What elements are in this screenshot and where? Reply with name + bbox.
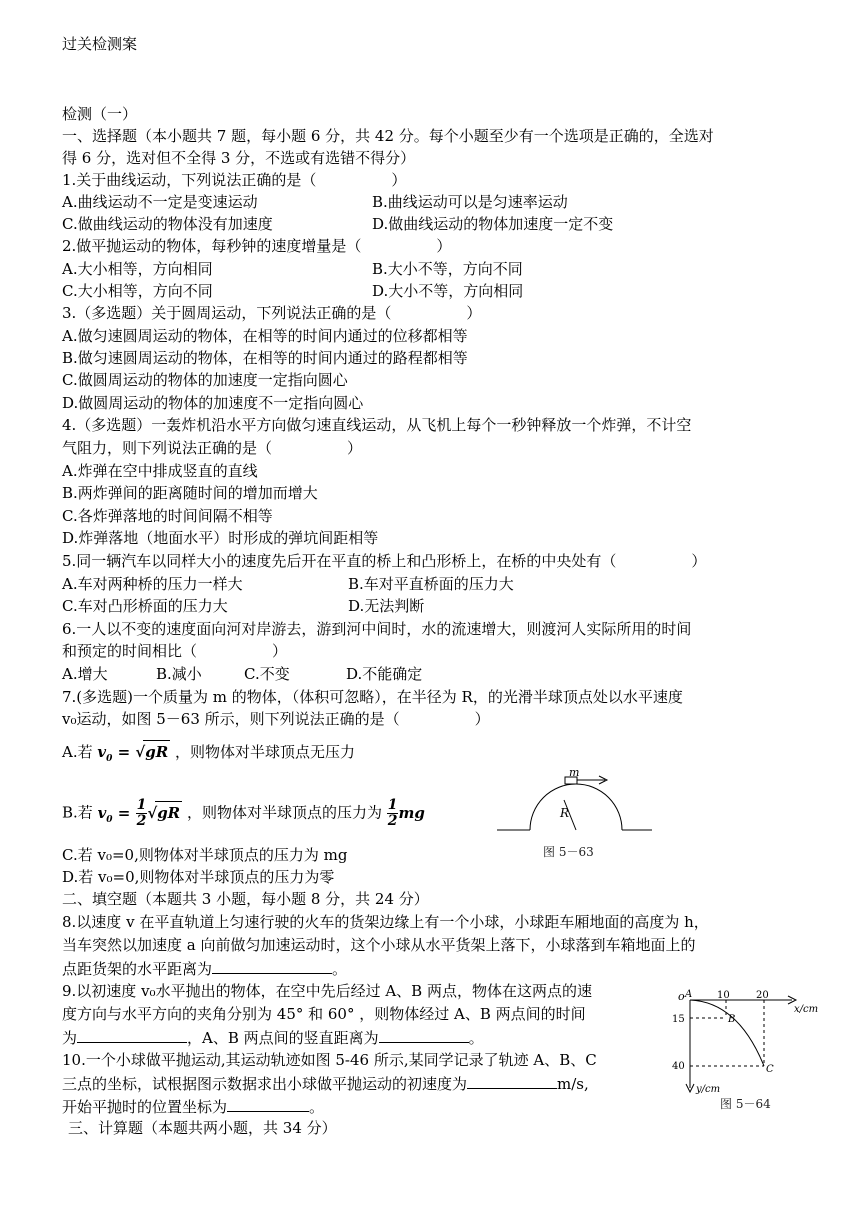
q9-line3-a: 为 [62, 1029, 78, 1047]
fig64-y-tick-15: 15 [672, 1014, 685, 1025]
q10-position-blank[interactable] [227, 1095, 309, 1112]
q8-line1: 8.以速度 v 在平直轨道上匀速行驶的火车的货架边缘上有一个小球，小球距车厢地面的高度为 h， [62, 913, 709, 931]
q10-line3 [62, 1095, 324, 1118]
fig63-label-m: m [569, 766, 580, 779]
q7-option-b [62, 798, 425, 831]
q8-line3-end: 。 [332, 960, 348, 978]
q10-line3-b: 。 [309, 1098, 325, 1116]
q1-options-row1 [62, 191, 568, 213]
q5-option-b: B.车对平直桥面的压力大 [348, 575, 514, 593]
q10-line3-a: 开始平抛时的位置坐标为 [62, 1098, 228, 1116]
fig64-y-label: y/cm [696, 1084, 721, 1095]
q6-stem-line1: 6.一人以不变的速度面向河对岸游去，游到河中间时，水的流速增大，则渡河人实际所用的时间 [62, 620, 692, 638]
q7-option-b-prefix: B.若 [62, 803, 93, 822]
figure-5-63 [495, 765, 655, 837]
q6-options [62, 663, 423, 685]
q7-option-c: C.若 v₀=0,则物体对半球顶点的压力为 mg [62, 846, 348, 864]
q6-option-a: A.增大 [62, 665, 108, 683]
q2-option-c: C.大小相等，方向不同 [62, 282, 213, 300]
fig63-hemisphere [530, 784, 622, 830]
q3-option-c: C.做圆周运动的物体的加速度一定指向圆心 [62, 371, 348, 389]
q7-option-b-text: ，则物体对半球顶点的压力为 [186, 803, 382, 822]
q4-option-b: B.两炸弹间的距离随时间的增加而增大 [62, 484, 318, 502]
fig64-x-label: x/cm [794, 1004, 819, 1015]
part1-heading-line2: 得 6 分，选对但不全得 3 分，不选或有选错不得分） [62, 149, 416, 167]
q9-line2: 度方向与水平方向的夹角分别为 45° 和 60° ，则物体经过 A、B 两点间的时间 [62, 1005, 586, 1023]
q5-options-row1 [62, 573, 514, 595]
q10-velocity-blank[interactable] [467, 1072, 557, 1089]
q10-line1: 10.一个小球做平抛运动,其运动轨迹如图 5-46 所示,某同学记录了轨迹 A、B、C [62, 1051, 597, 1069]
q4-stem-line1: 4.（多选题）一轰炸机沿水平方向做匀速直线运动，从飞机上每个一秒钟释放一个炸弹，不计空 [62, 416, 692, 434]
q2-option-d: D.大小不等，方向相同 [372, 282, 524, 300]
q8-line2: 当车突然以加速度 a 向前做匀加速运动时，这个小球从水平货架上落下，小球落到车箱地面上的 [62, 936, 696, 954]
q4-option-a: A.炸弹在空中排成竖直的直线 [62, 462, 258, 480]
q9-distance-blank[interactable] [379, 1026, 469, 1043]
q4-stem-line2: 气阻力，则下列说法正确的是（ ） [62, 439, 363, 457]
q1-option-d: D.做曲线运动的物体加速度一定不变 [372, 215, 614, 233]
fig64-x-tick-20: 20 [756, 990, 769, 1001]
q2-option-b: B.大小不等，方向不同 [372, 260, 523, 278]
q8-answer-blank[interactable] [212, 957, 332, 974]
part3-heading: 三、计算题（本题共两小题，共 34 分） [68, 1119, 337, 1137]
figure-5-63-caption: 图 5－63 [543, 845, 594, 859]
q6-option-d: D.不能确定 [346, 665, 423, 683]
section-title: 检测（一） [62, 105, 138, 123]
q5-stem: 5.同一辆汽车以同样大小的速度先后开在平直的桥上和凸形桥上，在桥的中央处有（ ） [62, 552, 707, 570]
q7-option-b-formula: $v_0$ = $\frac{1}{2}$ √gR [97, 797, 181, 829]
q10-line2-a: 三点的坐标，试根据图示数据求出小球做平抛运动的初速度为 [62, 1075, 468, 1093]
q6-option-b: B.减小 [156, 665, 202, 683]
q4-option-c: C.各炸弹落地的时间间隔不相等 [62, 507, 273, 525]
part1-heading-line1: 一、选择题（本小题共 7 题，每小题 6 分，共 42 分。每个小题至少有一个选项是正确的，全选对 [62, 127, 714, 145]
q2-option-a: A.大小相等，方向相同 [62, 260, 213, 278]
figure-5-64 [668, 988, 828, 1100]
fig64-point-a: A [685, 989, 693, 1000]
q5-option-c: C.车对凸形桥面的压力大 [62, 597, 228, 615]
q2-options-row1 [62, 258, 523, 280]
fig63-label-r: R [560, 806, 570, 820]
figure-5-64-caption: 图 5－64 [720, 1097, 771, 1111]
q1-option-c: C.做曲线运动的物体没有加速度 [62, 215, 273, 233]
q7-option-a-formula: $v_0 = √gR$ [97, 743, 170, 761]
q3-stem: 3.（多选题）关于圆周运动，下列说法正确的是（ ） [62, 304, 482, 322]
page-header: 过关检测案 [62, 35, 138, 53]
q3-option-d: D.做圆周运动的物体的加速度不一定指向圆心 [62, 394, 364, 412]
q9-time-blank[interactable] [77, 1026, 187, 1043]
q7-option-a-text: ，则物体对半球顶点无压力 [175, 743, 356, 761]
fig64-point-b: B [728, 1014, 736, 1025]
q9-line3-c: 。 [468, 1029, 484, 1047]
q7-option-d: D.若 v₀=0,则物体对半球顶点的压力为零 [62, 868, 335, 886]
q6-stem-line2: 和预定的时间相比（ ） [62, 642, 288, 660]
q7-stem-line1: 7.(多选题)一个质量为 m 的物体，（体积可忽略），在半径为 R，的光滑半球顶点处以水平速度 [62, 688, 683, 706]
part2-heading: 二、填空题（本题共 3 小题，每小题 8 分，共 24 分） [62, 890, 429, 908]
q4-option-d: D.炸弹落地（地面水平）时形成的弹坑间距相等 [62, 529, 379, 547]
q9-line3-b: ，A、B 两点间的竖直距离为 [187, 1029, 379, 1047]
q9-line1: 9.以初速度 v₀水平抛出的物体，在空中先后经过 A、B 两点，物体在这两点的速 [62, 982, 592, 1000]
q1-option-b: B.曲线运动可以是匀速率运动 [372, 193, 568, 211]
fig64-trajectory [690, 1000, 764, 1066]
q10-line2 [62, 1072, 589, 1095]
q7-option-a [62, 740, 355, 770]
q6-option-c: C.不变 [244, 665, 290, 683]
q8-line3-text: 点距货架的水平距离为 [62, 960, 213, 978]
fig64-origin: o [678, 990, 685, 1003]
q1-stem: 1.关于曲线运动，下列说法正确的是（ ） [62, 171, 407, 189]
q5-options-row2 [62, 595, 425, 617]
fig64-x-tick-10: 10 [717, 990, 730, 1001]
q7-option-a-prefix: A.若 [62, 743, 93, 761]
q1-options-row2 [62, 213, 614, 235]
q10-line2-b: m/s, [557, 1075, 589, 1093]
q3-option-b: B.做匀速圆周运动的物体，在相等的时间内通过的路程都相等 [62, 349, 468, 367]
fig64-y-tick-40: 40 [672, 1061, 685, 1072]
q5-option-d: D.无法判断 [348, 597, 425, 615]
q1-option-a: A.曲线运动不一定是变速运动 [62, 193, 258, 211]
q2-stem: 2.做平抛运动的物体，每秒钟的速度增量是（ ） [62, 237, 452, 255]
q8-line3 [62, 957, 347, 980]
q3-option-a: A.做匀速圆周运动的物体，在相等的时间内通过的位移都相等 [62, 327, 468, 345]
q7-option-b-answer: $\frac{1}{2}$ mg [387, 797, 425, 829]
fig64-point-c: C [766, 1064, 774, 1075]
q5-option-a: A.车对两种桥的压力一样大 [62, 575, 243, 593]
q2-options-row2 [62, 280, 524, 302]
q7-stem-line2: v₀运动，如图 5－63 所示，则下列说法正确的是（ ） [62, 710, 490, 728]
q9-line3 [62, 1026, 484, 1049]
